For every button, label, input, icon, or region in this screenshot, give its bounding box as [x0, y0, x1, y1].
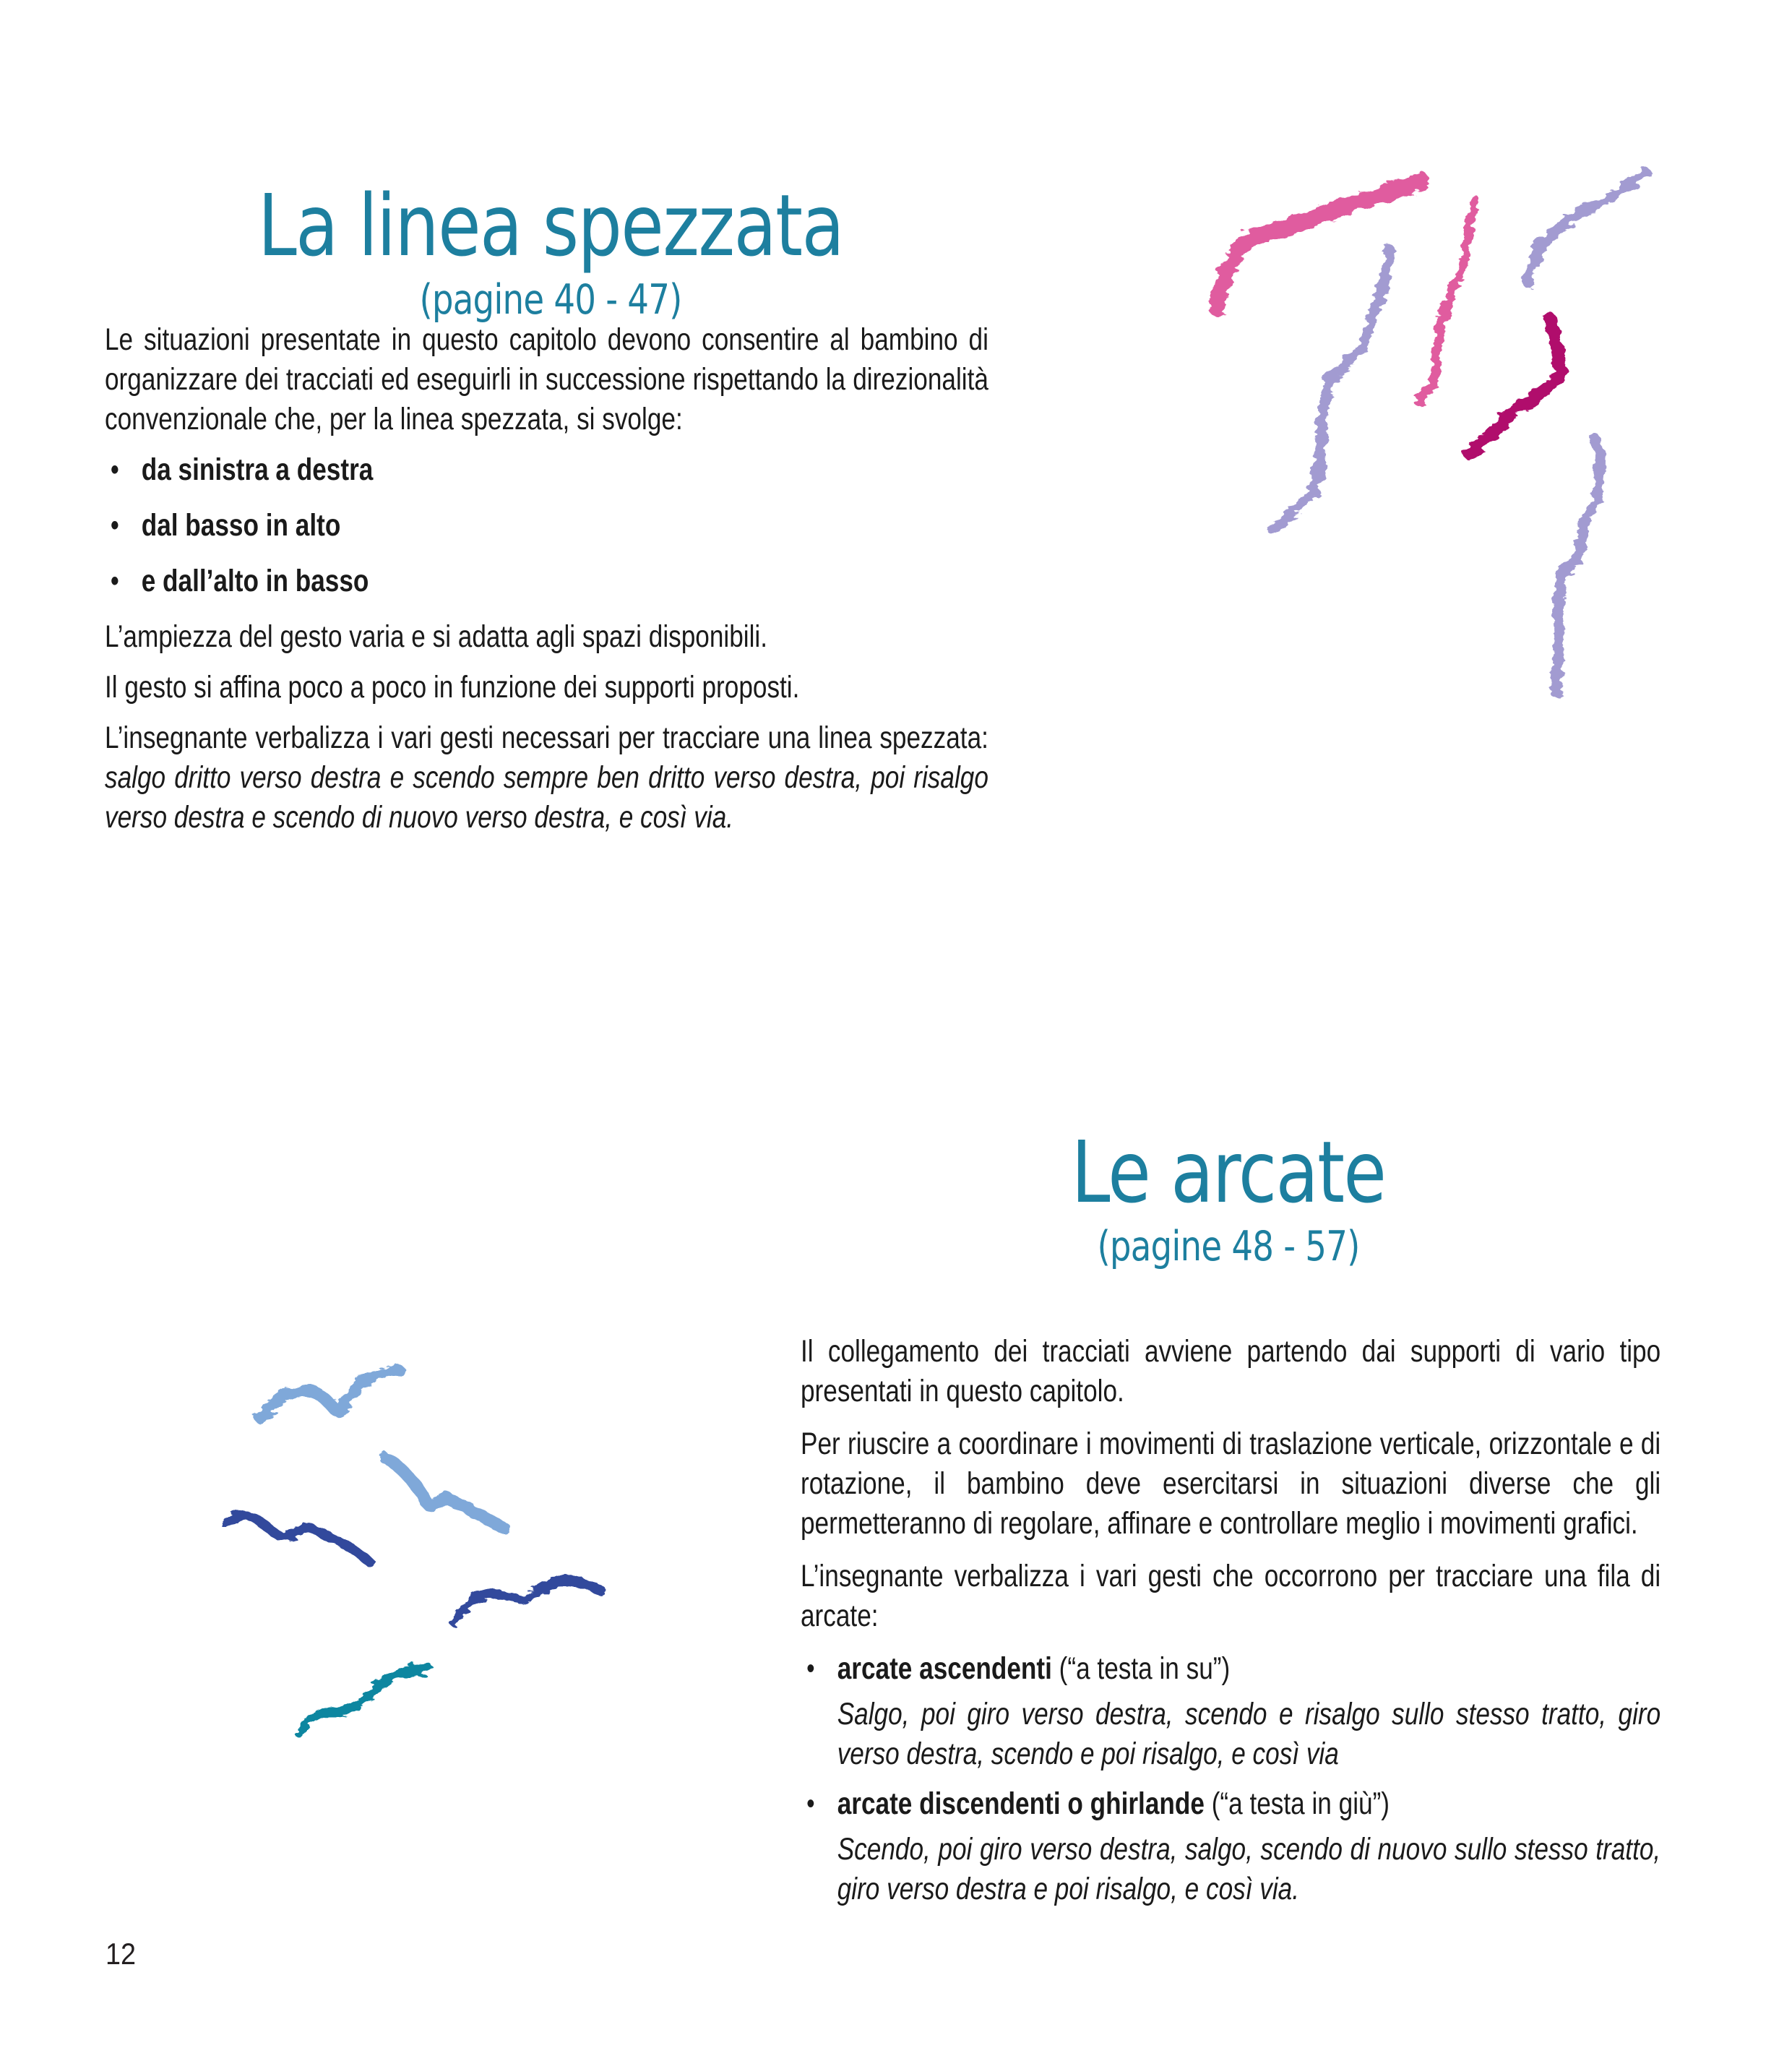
- zigzag-stroke-lavender-topright: [1528, 173, 1646, 282]
- section1-intro-paragraph: Le situazioni presentate in questo capitolo devono consentire al bambino di organizzare dei tracciati ed eseguirli in successione rispettando la direzionalità convenzionale che, per la linea spezzata, si svolge:: [105, 322, 988, 436]
- direction-list: [105, 450, 988, 601]
- section2-subtitle: (pagine 48 - 57): [1097, 1223, 1360, 1271]
- arcate-discendenti-verbalization: Scendo, poi giro verso destra, salgo, scendo di nuovo sullo stesso tratto, giro verso destra e poi risalgo, e così via.: [837, 1832, 1661, 1906]
- section2-header: [778, 1124, 1679, 1270]
- arcate-ascendenti-note: (“a testa in su”): [1051, 1651, 1231, 1686]
- section2-paragraph-collegamento: Il collegamento dei tracciati avviene partendo dai supporti di vario tipo presentati in questo capitolo.: [801, 1334, 1661, 1408]
- list-item-top-to-bottom: • e dall’alto in basso: [105, 562, 988, 601]
- bird-stroke-navy-right: [454, 1580, 602, 1622]
- zigzag-strokes-drawing: [1217, 173, 1646, 692]
- arcate-discendenti-label: arcate discendenti o ghirlande: [837, 1786, 1205, 1821]
- list-item-left-to-right: • da sinistra a destra: [105, 450, 988, 490]
- section1-paragraph-ampiezza: L’ampiezza del gesto varia e si adatta agli spazi disponibili.: [105, 619, 768, 654]
- section1-verbalization-lead: L’insegnante verbalizza i vari gesti necessari per tracciare una linea spezzata:: [105, 720, 988, 755]
- section1-verbalization-italic: salgo dritto verso destra e scendo sempre ben dritto verso destra, poi risalgo verso destra e scendo di nuovo verso destra, e così via.: [105, 760, 988, 835]
- section2-title: Le arcate: [1071, 1122, 1386, 1222]
- birds-drawing: [226, 1371, 602, 1732]
- section2-body: [801, 1332, 1660, 1919]
- section1-paragraph-insegnante: [105, 718, 988, 838]
- bird-stroke-teal-bottom: [298, 1669, 419, 1732]
- section1-paragraph-gesto: Il gesto si affina poco a poco in funzione dei supporti proposti.: [105, 670, 800, 705]
- section1-title: La linea spezzata: [257, 176, 844, 275]
- list-item-arcate-ascendenti: [801, 1649, 1660, 1774]
- zigzag-stroke-pink-wavy: [1418, 199, 1474, 402]
- section2-paragraph-insegnante: L’insegnante verbalizza i vari gesti che occorrono per tracciare una fila di arcate:: [801, 1559, 1661, 1633]
- arcate-ascendenti-label: arcate ascendenti: [837, 1651, 1052, 1686]
- bird-stroke-lightblue-top: [261, 1371, 399, 1418]
- list-item-arcate-discendenti: [801, 1784, 1660, 1909]
- zigzag-stroke-magenta: [1470, 320, 1561, 454]
- zigzag-stroke-lavender-left: [1273, 250, 1390, 530]
- page-number: 12: [105, 1937, 137, 1971]
- section2-paragraph-coordinare: Per riuscire a coordinare i movimenti di traslazione verticale, orizzontale e di rotazione, il bambino deve esercitarsi in situazioni diverse che gli permetteranno di regolare, affinare e controllare meglio i movimenti grafici.: [801, 1427, 1661, 1541]
- section1-body: [105, 320, 988, 848]
- zigzag-stroke-lavender-bottomright: [1556, 439, 1601, 692]
- list-item-bottom-to-top: • dal basso in alto: [105, 506, 988, 546]
- section1-subtitle: (pagine 40 - 47): [419, 276, 682, 324]
- bird-stroke-lightblue-middle: [386, 1458, 504, 1528]
- arcate-discendenti-note: (“a testa in giù”): [1204, 1786, 1390, 1821]
- bird-stroke-navy-left: [226, 1516, 371, 1564]
- zigzag-stroke-pink-angle: [1217, 181, 1421, 308]
- arcate-ascendenti-verbalization: Salgo, poi giro verso destra, scendo e risalgo sullo stesso tratto, giro verso destra, scendo e poi risalgo, e così via: [837, 1697, 1661, 1771]
- arcate-list: [801, 1649, 1660, 1909]
- section1-header: [99, 178, 1002, 323]
- bird-teal-body: [397, 1659, 434, 1681]
